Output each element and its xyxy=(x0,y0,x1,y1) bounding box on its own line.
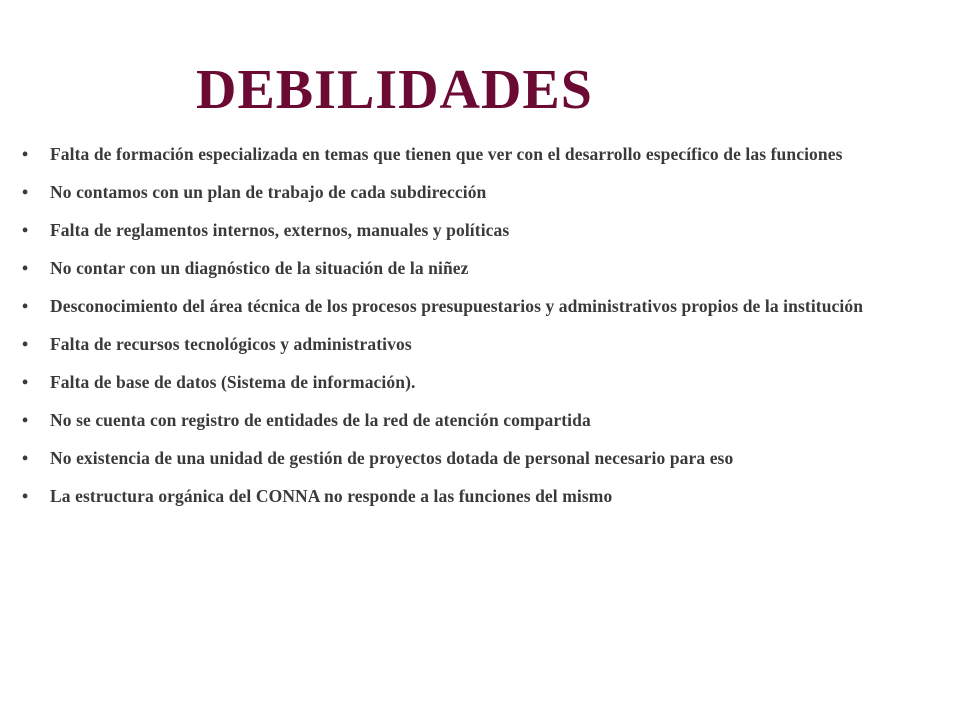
bullet-icon: • xyxy=(22,258,29,278)
list-item xyxy=(22,477,937,515)
list-item xyxy=(22,211,937,249)
list-item-text: La estructura orgánica del CONNA no responde a las funciones del mismo xyxy=(50,486,613,506)
bullet-icon: • xyxy=(22,220,29,240)
slide-title: DEBILIDADES xyxy=(196,59,593,121)
bullet-icon: • xyxy=(22,486,29,506)
list-item xyxy=(22,401,937,439)
list-item-text: No contar con un diagnóstico de la situación de la niñez xyxy=(50,258,469,278)
list-item xyxy=(22,135,937,173)
bullet-icon: • xyxy=(22,144,29,164)
weakness-list xyxy=(22,135,937,515)
list-item-text: No existencia de una unidad de gestión de proyectos dotada de personal necesario para eso xyxy=(50,448,734,468)
bullet-icon: • xyxy=(22,334,29,354)
list-item-text: Falta de recursos tecnológicos y administrativos xyxy=(50,334,412,354)
list-item xyxy=(22,325,937,363)
bullet-icon: • xyxy=(22,182,29,202)
list-item xyxy=(22,439,937,477)
bullet-icon: • xyxy=(22,372,29,392)
list-item xyxy=(22,287,937,325)
bullet-icon: • xyxy=(22,448,29,468)
list-item xyxy=(22,173,937,211)
list-item xyxy=(22,249,937,287)
list-item xyxy=(22,363,937,401)
bullet-icon: • xyxy=(22,410,29,430)
list-item-text: Falta de reglamentos internos, externos, manuales y políticas xyxy=(50,220,510,240)
list-item-text: Falta de formación especializada en temas que tienen que ver con el desarrollo específico de las funciones xyxy=(50,144,843,164)
list-item-text: Desconocimiento del área técnica de los procesos presupuestarios y administrativos propios de la institución xyxy=(50,296,864,316)
bullet-icon: • xyxy=(22,296,29,316)
list-item-text: Falta de base de datos (Sistema de información). xyxy=(50,372,416,392)
list-item-text: No contamos con un plan de trabajo de cada subdirección xyxy=(50,182,487,202)
list-item-text: No se cuenta con registro de entidades de la red de atención compartida xyxy=(50,410,591,430)
